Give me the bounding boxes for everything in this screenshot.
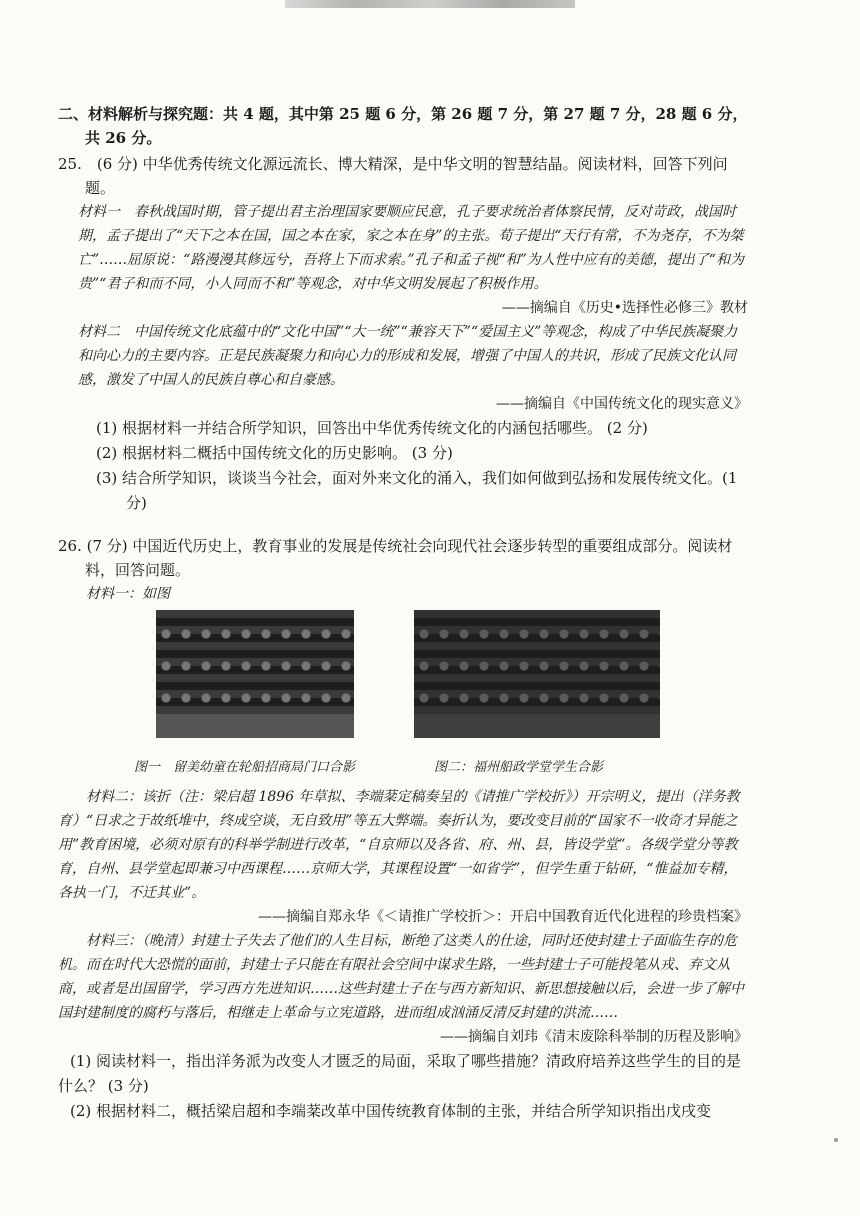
photo-2-caption: 图二：福州船政学堂学生合影: [434, 760, 604, 775]
q26-question-2: (2) 根据材料二，概括梁启超和李端棻改革中国传统教育体制的主张，并结合所学知识指出戊戌变: [70, 1102, 712, 1120]
q25-material-2-source: ——摘编自《中国传统文化的现实意义》: [496, 396, 748, 412]
q26-stem: 26. (7 分) 中国近代历史上，教育事业的发展是传统社会向现代社会逐步转型的重要组成部分。阅读材料，回答问题。: [58, 537, 733, 579]
exam-page: [58, 102, 748, 1124]
photo-2: [414, 610, 660, 738]
section-title: 二、材料解析与探究题：共 4 题，其中第 25 题 6 分，第 26 题 7 分，第 27 题 7 分，28 题 6 分，共 26 分。: [58, 105, 748, 147]
q26-material-2: 材料二：该折（注：梁启超 1896 年草拟、李端棻定稿奏呈的《请推广学校折》）开宗明义，提出（洋务教育）“日求之于故纸堆中，终成空谈，无自致用”等五大弊端。奏折认为，要改变目前的“国家不一收奇才异能之用”教育困境，必须对原有的科举学制进行改革，“自京师以及各省、府、州、县，皆设学堂”。各级学堂分等教育，自州、县学堂起即兼习中西课程……京师大学，其课程设置“一如省学”，但学生重于钻研，“惟益加专精，各执一门，不迁其业”。: [58, 789, 740, 901]
q25-material-1: 材料一 春秋战国时期，管子提出君主治理国家要顺应民意，孔子要求统治者体察民情，反对苛政，战国时期，孟子提出了“天下之本在国，国之本在家，家之本在身”的主张。荀子提出“天行有常，不为尧存，不为桀亡”……屈原说：“路漫漫其修远兮，吾将上下而求索。”孔子和孟子视“和”为人性中应有的美德，提出了“和为贵”“君子和而不同，小人同而不和”等观念，对中华文明发展起了积极作用。: [78, 204, 744, 292]
photo-1-caption: 图一 留美幼童在轮船招商局门口合影: [134, 760, 356, 775]
q25-stem: 25. (6 分) 中华优秀传统文化源远流长、博大精深，是中华文明的智慧结晶。阅读材料，回答下列问题。: [58, 155, 728, 197]
q26-photos: [58, 610, 748, 785]
q25-question-2: (2) 根据材料二概括中国传统文化的历史影响。 (3 分): [96, 444, 453, 462]
scan-edge-strip: [285, 0, 575, 8]
photo-1: [156, 610, 354, 738]
q25-question-3: (3) 结合所学知识，谈谈当今社会，面对外来文化的涌入，我们如何做到弘扬和发展传统文化。(1 分): [96, 469, 738, 512]
q25-material-2: 材料二 中国传统文化底蕴中的“文化中国”“大一统”“兼容天下”“爱国主义”等观念，构成了中华民族凝聚力和向心力的主要内容。正是民族凝聚力和向心力的形成和发展，增强了中国人的共识，形成了民族文化认同感，激发了中国人的民族自尊心和自豪感。: [78, 324, 738, 388]
q25-material-1-source: ——摘编自《历史•选择性必修三》教材: [501, 300, 748, 316]
q26-material-1-label: 材料一：如图: [86, 586, 170, 602]
scan-speck: [834, 1138, 838, 1142]
q25-question-1: (1) 根据材料一并结合所学知识，回答出中华优秀传统文化的内涵包括哪些。 (2 分): [96, 419, 648, 437]
q26-material-3: 材料三：（晚清）封建士子失去了他们的人生目标，断绝了这类人的仕途，同时还使封建士子面临生存的危机。而在时代大恐慌的面前，封建士子只能在有限社会空间中谋求生路，一些封建士子可能投笔从戎、弃文从商，或者是出国留学，学习西方先进知识……这些封建士子在与西方新知识、新思想接触以后，会进一步了解中国封建制度的腐朽与落后，相继走上革命与立宪道路，进而组成汹涌反清反封建的洪流……: [58, 933, 744, 1021]
q26-material-2-source: ——摘编自郑永华《＜请推广学校折＞：开启中国教育近代化进程的珍贵档案》: [258, 909, 748, 925]
q26-material-3-source: ——摘编自刘玮《清末废除科举制的历程及影响》: [440, 1029, 748, 1045]
q26-question-1: (1) 阅读材料一，指出洋务派为改变人才匮乏的局面，采取了哪些措施？清政府培养这些学生的目的是什么？ (3 分): [58, 1052, 742, 1095]
